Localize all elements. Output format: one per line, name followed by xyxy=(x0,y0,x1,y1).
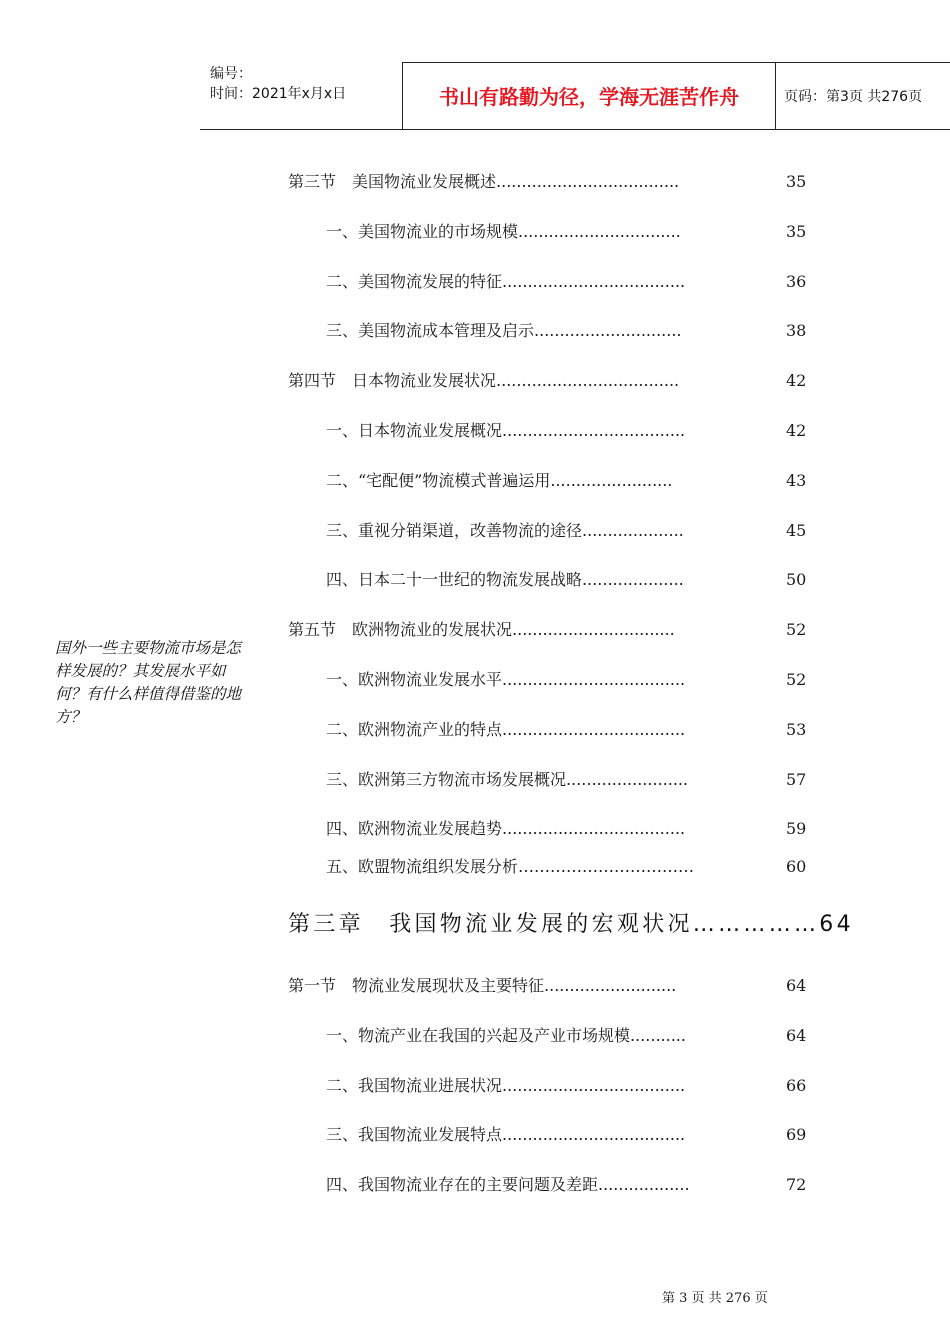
toc-leader-dots: ........... xyxy=(630,1025,686,1045)
toc-subsection-entry[interactable] xyxy=(0,220,950,244)
toc-section-entry[interactable] xyxy=(0,369,950,393)
toc-subsection-entry[interactable] xyxy=(0,668,950,692)
toc-leader-dots: .......................... xyxy=(544,976,677,995)
toc-subsection-entry[interactable] xyxy=(0,855,950,879)
toc-page-number: 42 xyxy=(786,421,807,440)
toc-entry-text xyxy=(326,817,685,841)
header-page-label: 页码：第3页 共276页 xyxy=(784,88,923,105)
toc-page-number: 36 xyxy=(786,272,807,291)
toc-entry-title: 二、“宅配便”物流模式普遍运用 xyxy=(326,471,551,490)
toc-entry-text xyxy=(326,220,681,244)
toc-page-number: 35 xyxy=(786,172,807,191)
toc-entry-text xyxy=(326,319,682,343)
toc-page-number: 45 xyxy=(786,521,807,540)
toc-entry-text xyxy=(326,519,684,543)
toc-page-number: 50 xyxy=(786,570,807,589)
toc-leader-dots: ........................ xyxy=(566,770,689,789)
toc-leader-dots: .................... xyxy=(582,521,684,540)
toc-page-number: 72 xyxy=(786,1175,807,1195)
toc-subsection-entry[interactable] xyxy=(0,1173,950,1197)
toc-entry-text xyxy=(326,270,685,294)
toc-leader-dots: .................................... xyxy=(502,670,686,689)
toc-entry-text xyxy=(326,855,694,879)
toc-entry-text xyxy=(326,469,672,493)
header-divider-left xyxy=(402,62,403,129)
side-note: 国外一些主要物流市场是怎样发展的？其发展水平如何？有什么样值得借鉴的地方？ xyxy=(55,639,242,726)
document-time-label: 时间：2021年x月x日 xyxy=(210,86,347,102)
toc-leader-dots: .................................... xyxy=(496,371,680,390)
toc-entry-title: 第一节 物流业发展现状及主要特征 xyxy=(288,976,545,995)
toc-leader-dots: .................................... xyxy=(502,1075,686,1095)
toc-leader-dots: .................................... xyxy=(502,1125,686,1145)
header-meta xyxy=(210,64,346,104)
toc-entry-title: 三、欧洲第三方物流市场发展概况 xyxy=(326,770,567,789)
toc-page-number: 59 xyxy=(786,819,807,838)
toc-entry-title: 二、美国物流发展的特征 xyxy=(326,272,503,291)
toc-leader-dots: .................................... xyxy=(502,720,686,739)
toc-leader-dots: ........................ xyxy=(550,471,673,490)
toc-page-number: 38 xyxy=(786,321,807,340)
toc-page-number: 43 xyxy=(786,471,807,490)
toc-page-number: 42 xyxy=(786,371,807,390)
toc-page-number: 57 xyxy=(786,770,807,789)
toc-leader-dots: .................................... xyxy=(502,421,686,440)
toc-subsection-entry[interactable] xyxy=(0,319,950,343)
toc-entry-title: 一、物流产业在我国的兴起及产业市场规模 xyxy=(326,1025,631,1045)
toc-entry-title: 一、日本物流业发展概况 xyxy=(326,421,503,440)
toc-entry-text xyxy=(326,668,685,692)
toc-entry-title: 第三节 美国物流业发展概述 xyxy=(288,172,497,191)
toc-entry-text xyxy=(326,718,685,742)
toc-subsection-entry[interactable] xyxy=(0,817,950,841)
toc-leader-dots: .................................... xyxy=(496,172,680,191)
toc-subsection-entry[interactable] xyxy=(0,1074,950,1098)
header-bottom-rule xyxy=(200,129,950,130)
toc-entry-text xyxy=(326,568,684,592)
toc-page-number: 52 xyxy=(786,670,807,689)
toc-leader-dots: ................................ xyxy=(518,222,681,241)
toc-entry-title: 第四节 日本物流业发展状况 xyxy=(288,371,497,390)
toc-entry-title: 二、欧洲物流产业的特点 xyxy=(326,720,503,739)
toc-subsection-entry[interactable] xyxy=(0,270,950,294)
toc-subsection-entry[interactable] xyxy=(0,718,950,742)
toc-entry-text xyxy=(326,1173,690,1197)
toc-entry-title: 三、美国物流成本管理及启示 xyxy=(326,321,535,340)
chapter-heading[interactable]: 第三章 我国物流业发展的宏观状况……………64 xyxy=(288,912,854,937)
toc-entry-text xyxy=(326,768,688,792)
toc-entry-text xyxy=(288,369,679,393)
header-motto: 书山有路勤为径，学海无涯苦作舟 xyxy=(439,85,739,109)
toc-page-number: 35 xyxy=(786,222,807,241)
toc-subsection-entry[interactable] xyxy=(0,1024,950,1048)
toc-leader-dots: .................... xyxy=(582,570,684,589)
toc-entry-title: 第五节 欧洲物流业的发展状况 xyxy=(288,620,513,639)
toc-page-number: 69 xyxy=(786,1125,807,1145)
toc-page-number: 52 xyxy=(786,620,807,639)
toc-entry-title: 一、美国物流业的市场规模 xyxy=(326,222,519,241)
toc-subsection-entry[interactable] xyxy=(0,519,950,543)
toc-page-number: 60 xyxy=(786,857,807,876)
toc-entry-title: 四、我国物流业存在的主要问题及差距 xyxy=(326,1175,599,1195)
toc-entry-text xyxy=(288,618,675,642)
footer-page-number: 第 3 页 共 276 页 xyxy=(662,1291,768,1306)
toc-leader-dots: .................................... xyxy=(502,819,686,838)
toc-page-number: 66 xyxy=(786,1075,807,1095)
toc-entry-text xyxy=(326,1123,685,1147)
toc-entry-title: 三、我国物流业发展特点 xyxy=(326,1125,503,1145)
toc-leader-dots: ................................ xyxy=(512,620,675,639)
toc-subsection-entry[interactable] xyxy=(0,469,950,493)
document-number-label: 编号： xyxy=(210,66,252,82)
toc-entry-text xyxy=(326,1024,686,1048)
toc-subsection-entry[interactable] xyxy=(0,419,950,443)
toc-page-number: 53 xyxy=(786,720,807,739)
toc-entry-title: 三、重视分销渠道，改善物流的途径 xyxy=(326,521,583,540)
toc-leader-dots: …………………………… xyxy=(518,857,695,876)
toc-leader-dots: .................................... xyxy=(502,272,686,291)
toc-leader-dots: ............................. xyxy=(534,321,682,340)
toc-entry-title: 一、欧洲物流业发展水平 xyxy=(326,670,503,689)
toc-entry-title: 二、我国物流业进展状况 xyxy=(326,1075,503,1095)
toc-entry-title: 四、欧洲物流业发展趋势 xyxy=(326,819,503,838)
toc-subsection-entry[interactable] xyxy=(0,568,950,592)
toc-entry-text xyxy=(326,419,685,443)
toc-page-number: 64 xyxy=(786,1025,807,1045)
toc-entry-text xyxy=(288,974,676,998)
toc-subsection-entry[interactable] xyxy=(0,1123,950,1147)
toc-section-entry[interactable] xyxy=(0,170,950,194)
header-divider-right xyxy=(775,62,776,129)
toc-section-entry[interactable] xyxy=(0,618,950,642)
toc-leader-dots: .................. xyxy=(598,1175,690,1195)
toc-page-number: 64 xyxy=(786,976,807,995)
toc-entry-title: 五、欧盟物流组织发展分析 xyxy=(326,857,519,876)
toc-entry-title: 四、日本二十一世纪的物流发展战略 xyxy=(326,570,583,589)
toc-entry-text xyxy=(326,1074,685,1098)
toc-entry-text xyxy=(288,170,679,194)
toc-section-entry[interactable] xyxy=(0,974,950,998)
toc-subsection-entry[interactable] xyxy=(0,768,950,792)
